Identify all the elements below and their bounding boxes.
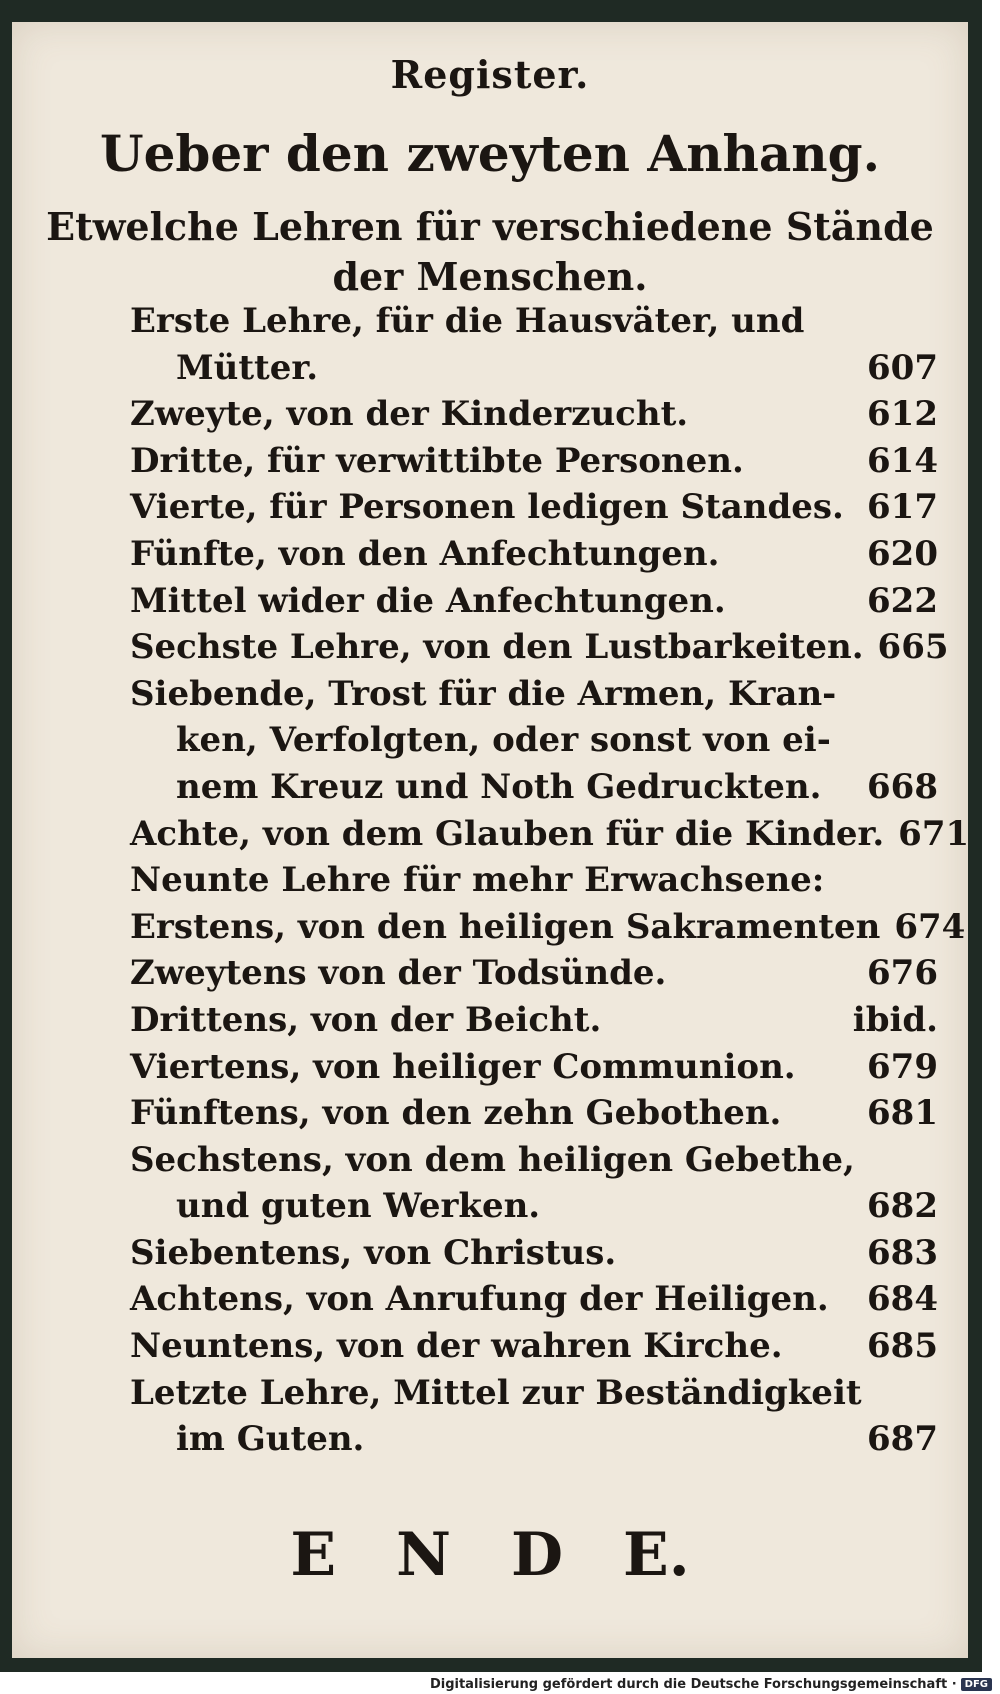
- entry-line: [130, 1044, 938, 1091]
- entry-line: [130, 671, 938, 718]
- ende-letter: D: [510, 1520, 563, 1590]
- register-entry: [130, 811, 970, 858]
- page-number: 668: [867, 766, 938, 807]
- entry-line: [130, 1230, 938, 1277]
- register-entry: [130, 438, 938, 485]
- register-entry: [130, 484, 938, 531]
- entry-text: Viertens, von heiliger Communion.: [130, 1046, 796, 1087]
- page-number: 681: [867, 1093, 938, 1134]
- entry-text: Zweytens von der Todsünde.: [130, 953, 667, 994]
- entry-line: [130, 1323, 938, 1370]
- page-number: 684: [867, 1279, 938, 1320]
- page-number: 676: [867, 953, 938, 994]
- entry-text: Siebende, Trost für die Armen, Kran-: [130, 673, 837, 714]
- entry-text: Letzte Lehre, Mittel zur Beständigkeit: [130, 1372, 862, 1413]
- page-number: ibid.: [852, 999, 938, 1040]
- entry-line: [130, 531, 938, 578]
- entry-text: Neuntens, von der wahren Kirche.: [130, 1326, 783, 1367]
- ende-line: [12, 1520, 968, 1590]
- entry-line: [130, 950, 938, 997]
- entry-text: Drittens, von der Beicht.: [130, 999, 602, 1040]
- page-number: 687: [867, 1419, 938, 1460]
- register-entry: [130, 1370, 938, 1463]
- page-number: 685: [867, 1326, 938, 1367]
- register-entry: [130, 531, 938, 578]
- running-header: Register.: [390, 52, 590, 97]
- entry-continuation-line: [130, 1183, 938, 1230]
- entry-text: Neunte Lehre für mehr Erwachsene:: [130, 860, 825, 901]
- subtitle-line: der Menschen.: [332, 254, 648, 299]
- entry-text: Achte, von dem Glauben für die Kinder.: [130, 813, 885, 854]
- entry-text: Fünfte, von den Anfechtungen.: [130, 533, 720, 574]
- ende-letter: E: [290, 1520, 337, 1590]
- entry-text: Zweyte, von der Kinderzucht.: [130, 394, 689, 435]
- entry-line: [130, 1137, 938, 1184]
- entry-line: [130, 1276, 938, 1323]
- register-entry: [130, 1137, 938, 1230]
- entry-text: Erste Lehre, für die Hausväter, und: [130, 301, 805, 341]
- page-number: 622: [867, 580, 938, 621]
- entry-text: Siebentens, von Christus.: [130, 1232, 617, 1273]
- page-number: 683: [867, 1232, 938, 1273]
- entry-text: im Guten.: [176, 1419, 365, 1460]
- entry-text: nem Kreuz und Noth Gedruckten.: [176, 766, 822, 807]
- page-number: 674: [894, 906, 966, 947]
- page-number: 607: [867, 347, 938, 388]
- register-entry: [130, 624, 949, 671]
- entry-text: ken, Verfolgten, oder sonst von ei-: [176, 720, 831, 761]
- entry-text: Mittel wider die Anfechtungen.: [130, 580, 726, 621]
- entry-text: Achtens, von Anrufung der Heiligen.: [130, 1279, 829, 1320]
- register-entry: [130, 950, 938, 997]
- book-page: [12, 22, 968, 1658]
- register-entry: [130, 1090, 938, 1137]
- entry-line: [130, 484, 938, 531]
- page-number: 665: [877, 627, 949, 668]
- ende-letter: E.: [622, 1520, 690, 1590]
- subtitle-line: Etwelche Lehren für verschiedene Stände: [46, 204, 934, 249]
- page-number: 617: [867, 487, 938, 528]
- section-subtitle: [12, 202, 968, 302]
- entry-line: [130, 1090, 938, 1137]
- entry-line: [130, 298, 938, 345]
- entry-text: Sechstens, von dem heiligen Gebethe,: [130, 1139, 855, 1180]
- entry-continuation-line: [130, 1416, 938, 1463]
- entry-text: Sechste Lehre, von den Lustbarkeiten.: [130, 627, 864, 668]
- dfg-logo: DFG: [961, 1678, 992, 1691]
- register-entry: [130, 904, 966, 951]
- register-entry: [130, 997, 938, 1044]
- entry-text: Mütter.: [176, 347, 319, 388]
- register-entry: [130, 578, 938, 625]
- page-number: 679: [867, 1046, 938, 1087]
- digitization-footer: [430, 1677, 992, 1692]
- ende-letter: N: [396, 1520, 451, 1590]
- page-number: 614: [867, 440, 938, 481]
- entry-text: und guten Werken.: [176, 1186, 541, 1227]
- page-number: 671: [898, 813, 970, 854]
- register-entry: [130, 1044, 938, 1091]
- section-title: Ueber den zweyten Anhang.: [99, 124, 881, 183]
- footer-text: Digitalisierung gefördert durch die Deutsche Forschungsgemeinschaft ·: [429, 1677, 957, 1692]
- entry-continuation-line: [130, 764, 938, 811]
- page-number: 612: [867, 394, 938, 435]
- entry-line: [130, 438, 938, 485]
- register-entry: [130, 671, 938, 811]
- register-entry: [130, 391, 938, 438]
- entry-line: [130, 857, 938, 904]
- register-entries: [130, 298, 970, 1463]
- register-entry: [130, 1323, 938, 1370]
- entry-text: Vierte, für Personen ledigen Standes.: [130, 487, 844, 528]
- entry-text: Fünftens, von den zehn Gebothen.: [130, 1093, 782, 1134]
- page-number: 620: [867, 533, 938, 574]
- entry-continuation-line: [130, 345, 938, 392]
- entry-line: [130, 811, 970, 858]
- entry-line: [130, 997, 938, 1044]
- register-entry: [130, 1230, 938, 1277]
- entry-line: [130, 391, 938, 438]
- entry-text: Erstens, von den heiligen Sakramenten: [130, 906, 881, 947]
- page-number: 682: [867, 1186, 938, 1227]
- entry-line: [130, 578, 938, 625]
- entry-line: [130, 904, 966, 951]
- entry-continuation-line: [130, 717, 938, 764]
- register-entry: [130, 857, 938, 904]
- register-entry: [130, 298, 938, 391]
- entry-line: [130, 1370, 938, 1417]
- entry-line: [130, 624, 949, 671]
- register-entry: [130, 1276, 938, 1323]
- entry-text: Dritte, für verwittibte Personen.: [130, 440, 744, 481]
